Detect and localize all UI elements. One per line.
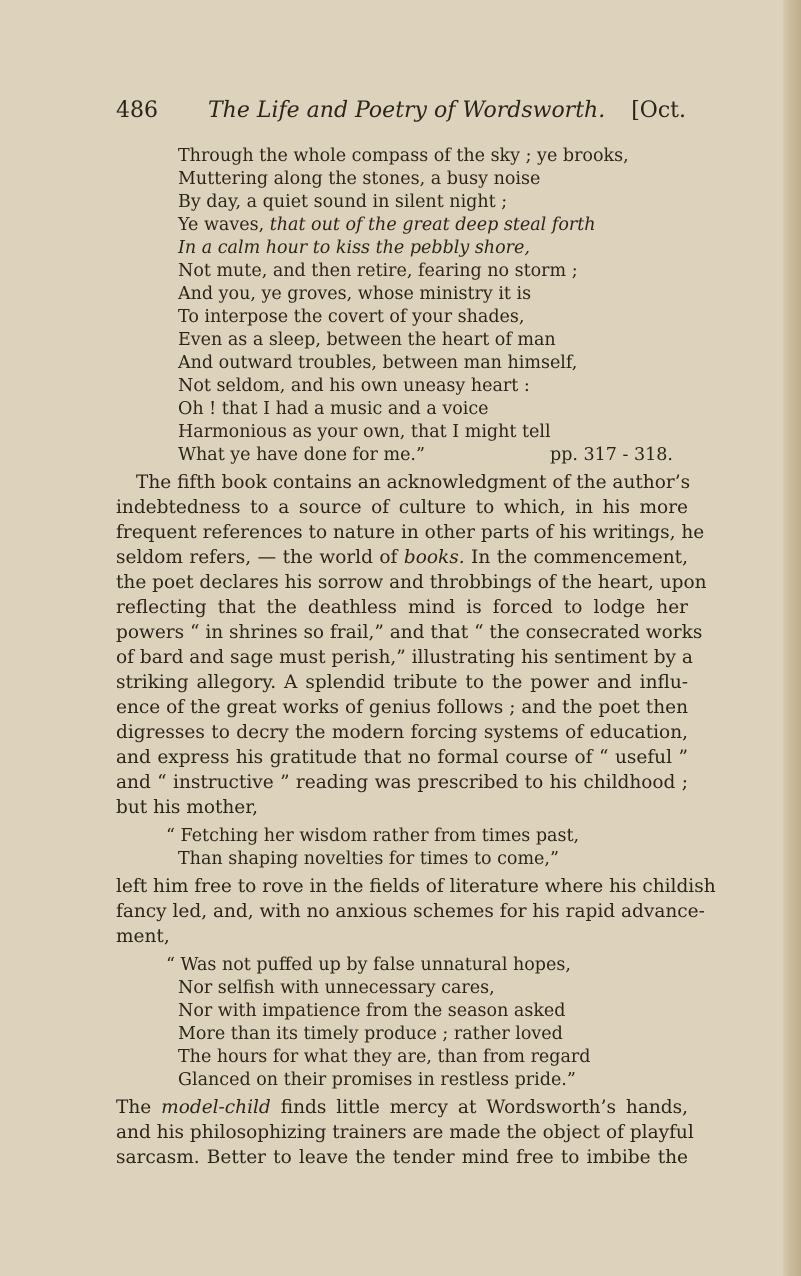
paragraph-line: digresses to decry the modern forcing systems of education, [116, 722, 688, 743]
quote-line: Glanced on their promises in restless pride.” [178, 1070, 576, 1090]
poem-line: Oh ! that I had a music and a voice [178, 399, 489, 419]
page-edge [783, 0, 801, 1276]
poem-line: Not mute, and then retire, fearing no storm ; [178, 261, 578, 281]
poem-line: Not seldom, and his own uneasy heart : [178, 376, 530, 396]
poem-line: Even as a sleep, between the heart of man [178, 330, 556, 350]
poem-line: And outward troubles, between man himself, [178, 353, 578, 373]
paragraph-line: fancy led, and, with no anxious schemes for his rapid advance- [116, 901, 705, 922]
paragraph-line: and his philosophizing trainers are made the object of playful [116, 1122, 694, 1143]
paragraph-text: finds little mercy at Wordsworth’s hands, [270, 1097, 688, 1118]
paragraph-line: but his mother, [116, 797, 258, 818]
paragraph-line: sarcasm. Better to leave the tender mind free to imbibe the [116, 1147, 688, 1168]
poem-line [178, 214, 596, 236]
paragraph-text: seldom refers, — the world of [116, 547, 404, 568]
quote-line: Nor with impatience from the season asked [178, 1001, 566, 1021]
paragraph-line [116, 1097, 688, 1119]
paragraph-line: the poet declares his sorrow and throbbings of the heart, upon [116, 572, 707, 593]
poem-line: To interpose the covert of your shades, [178, 307, 525, 327]
paragraph-italic-text: model-child [161, 1097, 271, 1118]
paragraph-line: and express his gratitude that no formal course of “ useful ” [116, 747, 688, 768]
paragraph-line: powers “ in shrines so frail,” and that “ the consecrated works [116, 622, 703, 643]
paragraph-line: striking allegory. A splendid tribute to the power and influ- [116, 672, 688, 693]
quote-line: More than its timely produce ; rather loved [178, 1024, 563, 1044]
running-month: [Oct. [631, 98, 686, 123]
paragraph-line: of bard and sage must perish,” illustrating his sentiment by a [116, 647, 693, 668]
quote-line: “ Fetching her wisdom rather from times past, [166, 826, 580, 846]
poem-line: By day, a quiet sound in silent night ; [178, 192, 508, 212]
paragraph-text: The [116, 1097, 162, 1118]
poem-italic-text: that out of the great deep steal forth [269, 215, 596, 235]
running-title: The Life and Poetry of Wordsworth. [208, 98, 606, 123]
paragraph-line: reflecting that the deathless mind is forced to lodge her [116, 597, 688, 618]
quote-line: The hours for what they are, than from regard [178, 1047, 591, 1067]
poem-line: Harmonious as your own, that I might tell [178, 422, 551, 442]
paragraph-line: and “ instructive ” reading was prescribed to his childhood ; [116, 772, 688, 793]
paragraph-line: indebtedness to a source of culture to which, in his more [116, 497, 688, 518]
paragraph-line: frequent references to nature in other parts of his writings, he [116, 522, 705, 543]
page-number: 486 [116, 98, 158, 123]
paragraph-line [116, 547, 688, 569]
paragraph-line: left him free to rove in the fields of literature where his childish [116, 876, 716, 897]
poem-line: Muttering along the stones, a busy noise [178, 169, 541, 189]
paragraph-italic-text: books. [403, 547, 465, 568]
poem-text: Ye waves, [178, 215, 270, 235]
paragraph-line: The fifth book contains an acknowledgment of the author’s [136, 472, 691, 493]
quote-line: Nor selfish with unnecessary cares, [178, 978, 495, 998]
poem-line: In a calm hour to kiss the pebbly shore, [178, 238, 530, 258]
poem-line: And you, ye groves, whose ministry it is [178, 284, 532, 304]
paragraph-text: In the commencement, [464, 547, 688, 568]
poem-line: What ye have done for me.” [178, 445, 425, 465]
paragraph-line: ence of the great works of genius follows ; and the poet then [116, 697, 688, 718]
page-reference: pp. 317 - 318. [550, 445, 673, 465]
paragraph-line: ment, [116, 926, 170, 947]
running-header [116, 94, 686, 128]
poem-line: Through the whole compass of the sky ; ye brooks, [178, 146, 629, 166]
quote-line: “ Was not puffed up by false unnatural hopes, [166, 955, 571, 975]
quote-line: Than shaping novelties for times to come,” [178, 849, 559, 869]
